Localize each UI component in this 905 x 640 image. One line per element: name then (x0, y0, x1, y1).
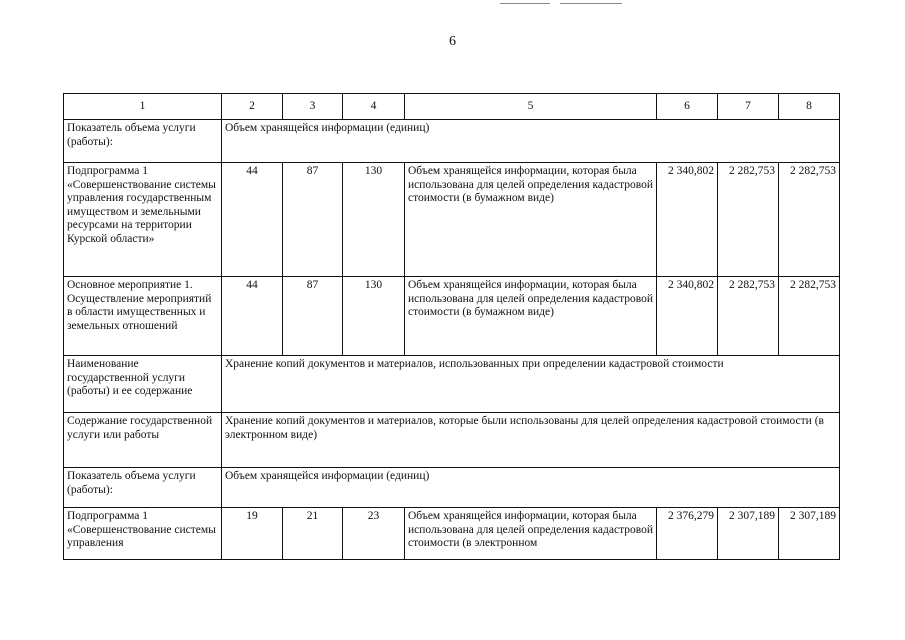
cell-value: 130 (343, 163, 405, 277)
cell-value: 130 (343, 277, 405, 356)
cell-value: 21 (283, 508, 343, 560)
page-number: 6 (449, 34, 456, 49)
cell-value: 2 340,802 (657, 277, 718, 356)
header-cell: 7 (718, 94, 779, 120)
cell-value: 2 307,189 (779, 508, 840, 560)
cell-value: 2 340,802 (657, 163, 718, 277)
table-row (64, 468, 840, 508)
row-label: Показатель объема услуги (работы): (64, 468, 222, 508)
row-label: Основное мероприятие 1. Осуществление мероприятий в области имущественных и земельных отношений (64, 277, 222, 356)
row-span-text: Объем хранящейся информации (единиц) (222, 468, 840, 508)
row-span-text: Хранение копий документов и материалов, использованных при определении кадастровой стоимости (222, 356, 840, 413)
cell-value: 2 376,279 (657, 508, 718, 560)
cell-value: 2 282,753 (779, 163, 840, 277)
cell-value: 44 (222, 277, 283, 356)
row-span-text: Хранение копий документов и материалов, которые были использованы для целей определения кадастровой стоимости (в электронном виде) (222, 413, 840, 468)
cell-description: Объем хранящейся информации, которая была использована для целей определения кадастровой стоимости (в бумажном виде) (405, 277, 657, 356)
header-cell: 4 (343, 94, 405, 120)
cell-value: 44 (222, 163, 283, 277)
row-span-text: Объем хранящейся информации (единиц) (222, 120, 840, 163)
header-cell: 2 (222, 94, 283, 120)
data-table (63, 93, 840, 560)
row-label: Наименование государственной услуги (работы) и ее содержание (64, 356, 222, 413)
row-label: Подпрограмма 1 «Совершенствование системы управления (64, 508, 222, 560)
header-cell: 6 (657, 94, 718, 120)
cell-value: 2 282,753 (718, 277, 779, 356)
row-label: Содержание государственной услуги или работы (64, 413, 222, 468)
table-row (64, 356, 840, 413)
table-row (64, 163, 840, 277)
cell-value: 87 (283, 163, 343, 277)
top-rule-right (560, 3, 622, 4)
cell-value: 2 307,189 (718, 508, 779, 560)
cell-value: 2 282,753 (718, 163, 779, 277)
row-label: Подпрограмма 1 «Совершенствование системы управления государственным имуществом и земельными ресурсами на территории Курской области» (64, 163, 222, 277)
table-row (64, 413, 840, 468)
row-label: Показатель объема услуги (работы): (64, 120, 222, 163)
cell-value: 2 282,753 (779, 277, 840, 356)
cell-value: 19 (222, 508, 283, 560)
cell-value: 23 (343, 508, 405, 560)
header-cell: 3 (283, 94, 343, 120)
cell-description: Объем хранящейся информации, которая была использована для целей определения кадастровой стоимости (в электронном (405, 508, 657, 560)
header-cell: 5 (405, 94, 657, 120)
cell-value: 87 (283, 277, 343, 356)
header-cell: 8 (779, 94, 840, 120)
table-row (64, 508, 840, 560)
top-rule-left (500, 3, 550, 4)
cell-description: Объем хранящейся информации, которая была использована для целей определения кадастровой стоимости (в бумажном виде) (405, 163, 657, 277)
table-row (64, 277, 840, 356)
header-cell: 1 (64, 94, 222, 120)
table-header-row (64, 94, 840, 120)
table-row (64, 120, 840, 163)
